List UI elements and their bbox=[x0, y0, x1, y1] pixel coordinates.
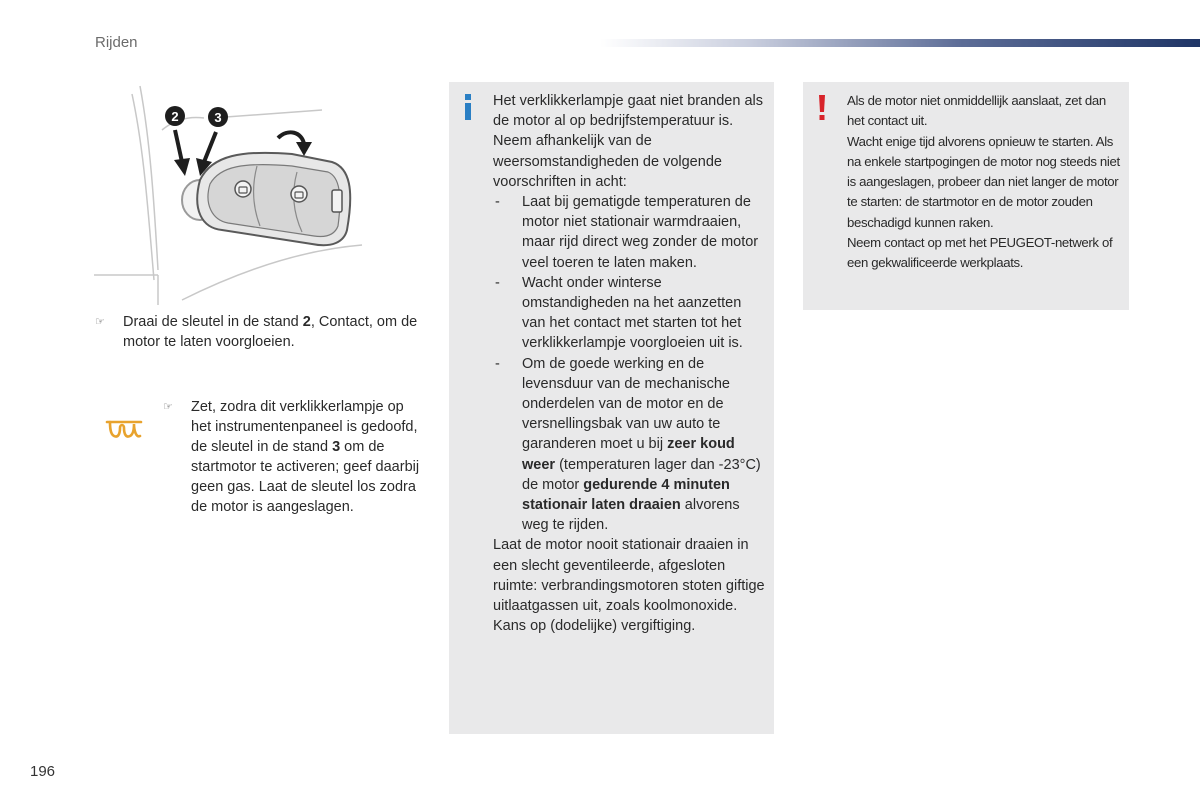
instruction-1-text-a: Draai de sleutel in de stand bbox=[123, 314, 303, 330]
instruction-2-text-a: Zet, zodra dit verklikkerlampje op het instrumentenpaneel is gedoofd, de sleutel in de stand bbox=[191, 399, 418, 455]
info-bullet-2: Wacht onder winterse omstandigheden na het aanzetten van het contact met starten tot het verklikkerlampje voorgloeien uit is. bbox=[522, 274, 743, 352]
info-bullet-3-c: alvorens weg te rijden. bbox=[522, 497, 740, 534]
list-dash: - bbox=[495, 355, 500, 372]
warning-paragraph-3: Neem contact op met het PEUGEOT-netwerk of een gekwalificeerde werkplaats. bbox=[847, 235, 1113, 271]
warning-exclamation-icon bbox=[817, 94, 827, 122]
warning-box-text bbox=[847, 91, 1122, 274]
header-gradient-bar bbox=[600, 39, 1200, 47]
info-bullet-3-bold-a: zeer koud weer bbox=[522, 436, 735, 473]
warning-paragraph-2: Wacht enige tijd alvorens opnieuw te starten. Als na enkele startpogingen de motor nog steeds niet is aangeslagen, probeer dan niet langer de motor te starten: de startmotor en de motor zouden beschadigd kunnen raken. bbox=[847, 133, 1120, 230]
section-title: Rijden bbox=[95, 34, 138, 51]
list-dash: - bbox=[495, 274, 500, 291]
pointing-hand-icon: ☞ bbox=[163, 401, 173, 413]
list-dash: - bbox=[495, 194, 500, 211]
instruction-1-bold: 2 bbox=[302, 314, 311, 330]
car-key-in-ignition-illustration bbox=[92, 80, 372, 305]
info-intro: Het verklikkerlampje gaat niet branden als de motor al op bedrijfstemperatuur is. Neem afhankelijk van de weersomstandigheden de volgende voorschriften in acht: bbox=[493, 93, 763, 190]
callout-3: 3 bbox=[214, 110, 222, 125]
info-bullet-3-a: Om de goede werking en de levensduur van de mechanische onderdelen van de motor en de versnellingsbak van uw auto te garanderen moet u bij bbox=[522, 355, 730, 453]
info-icon bbox=[462, 92, 474, 122]
info-bullet-3-b: (temperaturen lager dan -23°C) de motor bbox=[522, 456, 761, 493]
pointing-hand-icon: ☞ bbox=[95, 316, 105, 328]
preheating-glow-plug-icon bbox=[104, 416, 144, 444]
info-list-item bbox=[493, 354, 768, 536]
info-list-item bbox=[493, 192, 768, 273]
info-closing: Laat de motor nooit stationair draaien in een slecht geventileerde, afgesloten ruimte: verbrandingsmotoren stoten giftige uitlaatgassen uit, zoals koolmonoxide. Kans op (dodelijke) vergiftiging. bbox=[493, 537, 765, 635]
callout-2: 2 bbox=[171, 109, 179, 124]
instruction-2-text-b: om de startmotor te activeren; geef daarbij geen gas. Laat de sleutel los zodra de motor is aangeslagen. bbox=[191, 439, 420, 515]
instruction-step-2 bbox=[163, 397, 423, 517]
info-bullet-3-bold-b: gedurende 4 minuten stationair laten draaien bbox=[522, 476, 730, 514]
info-bullet-1: Laat bij gematigde temperaturen de motor niet stationair warmdraaien, maar rijd direct weg zonder de motor veel toeren te laten maken. bbox=[522, 194, 759, 271]
page-number: 196 bbox=[30, 763, 56, 780]
warning-paragraph-1: Als de motor niet onmiddellijk aanslaat, zet dan het contact uit. bbox=[847, 93, 1106, 129]
info-list bbox=[493, 192, 768, 535]
info-list-item bbox=[493, 273, 768, 354]
instruction-step-1 bbox=[95, 312, 425, 352]
info-box-text bbox=[493, 91, 768, 636]
instruction-2-bold: 3 bbox=[332, 439, 341, 455]
instruction-1-text-b: , Contact, om de motor te laten voorgloeien. bbox=[123, 314, 418, 350]
